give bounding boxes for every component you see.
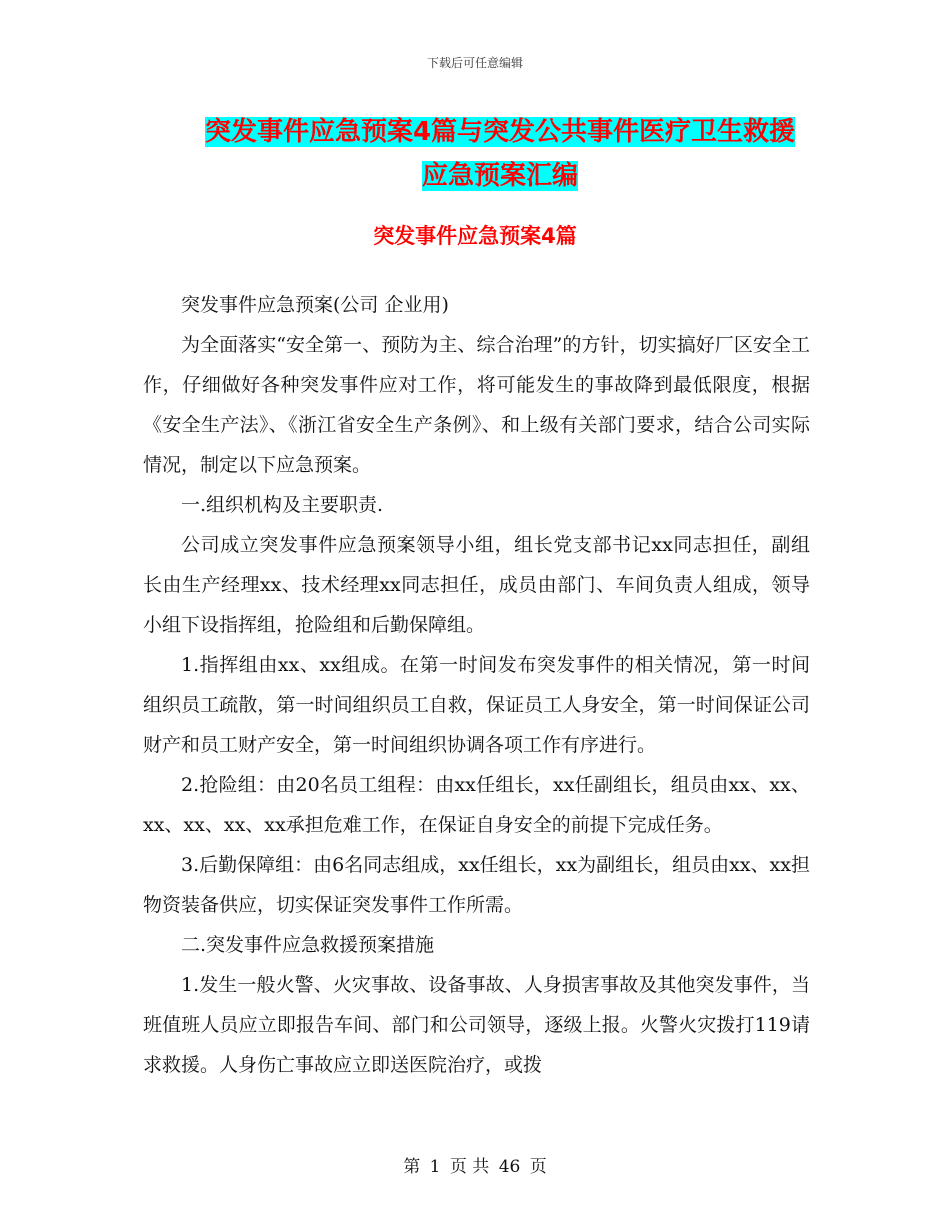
paragraph: 公司成立突发事件应急预案领导小组，组长党支部书记xx同志担任，副组长由生产经理xx、技术经理xx同志担任，成员由部门、车间负责人组成，领导小组下设指挥组，抢险组和后勤保障组。: [143, 534, 810, 636]
paragraph: 1.指挥组由xx、xx组成。在第一时间发布突发事件的相关情况，第一时间组织员工疏散，第一时间组织员工自救，保证员工人身安全，第一时间保证公司财产和员工财产安全，第一时间组织协调各项工作有序进行。: [143, 654, 810, 756]
paragraph: 一.组织机构及主要职责.: [181, 494, 384, 516]
footer-prefix: 第: [403, 1157, 421, 1177]
page-number: 1: [429, 1157, 441, 1177]
title-line-1: 突发事件应急预案4篇与突发公共事件医疗卫生救援: [204, 117, 796, 147]
paragraph: 突发事件应急预案(公司 企业用): [181, 294, 449, 316]
paragraph: 1.发生一般火警、火灾事故、设备事故、人身损害事故及其他突发事件，当班值班人员应立即报告车间、部门和公司领导，逐级上报。火警火灾拨打119请求救援。人身伤亡事故应立即送医院治疗，或拨: [143, 974, 810, 1076]
title-line-2: 应急预案汇编: [421, 161, 578, 191]
paragraph: 2.抢险组：由20名员工组程：由xx任组长，xx任副组长，组员由xx、xx、xx、xx、xx、xx承担危难工作，在保证自身安全的前提下完成任务。: [143, 774, 810, 836]
document-title: [140, 110, 860, 198]
page-total: 46: [498, 1157, 521, 1177]
paragraph: 二.突发事件应急救援预案措施: [181, 934, 435, 956]
footer-suffix: 页: [529, 1157, 547, 1177]
paragraph: 3.后勤保障组：由6名同志组成，xx任组长，xx为副组长，组员由xx、xx担物资装备供应，切实保证突发事件工作所需。: [143, 854, 810, 916]
section-title: 突发事件应急预案4篇: [373, 224, 577, 248]
paragraph: 为全面落实“安全第一、预防为主、综合治理”的方针，切实搞好厂区安全工作，仔细做好各种突发事件应对工作，将可能发生的事故降到最低限度，根据《安全生产法》、《浙江省安全生产条例》、和上级有关部门要求，结合公司实际情况，制定以下应急预案。: [143, 334, 810, 476]
page-footer: [0, 1152, 950, 1177]
footer-mid: 页 共: [449, 1157, 490, 1177]
header-note: 下载后可任意编辑: [426, 56, 523, 70]
document-body: [143, 285, 810, 1085]
